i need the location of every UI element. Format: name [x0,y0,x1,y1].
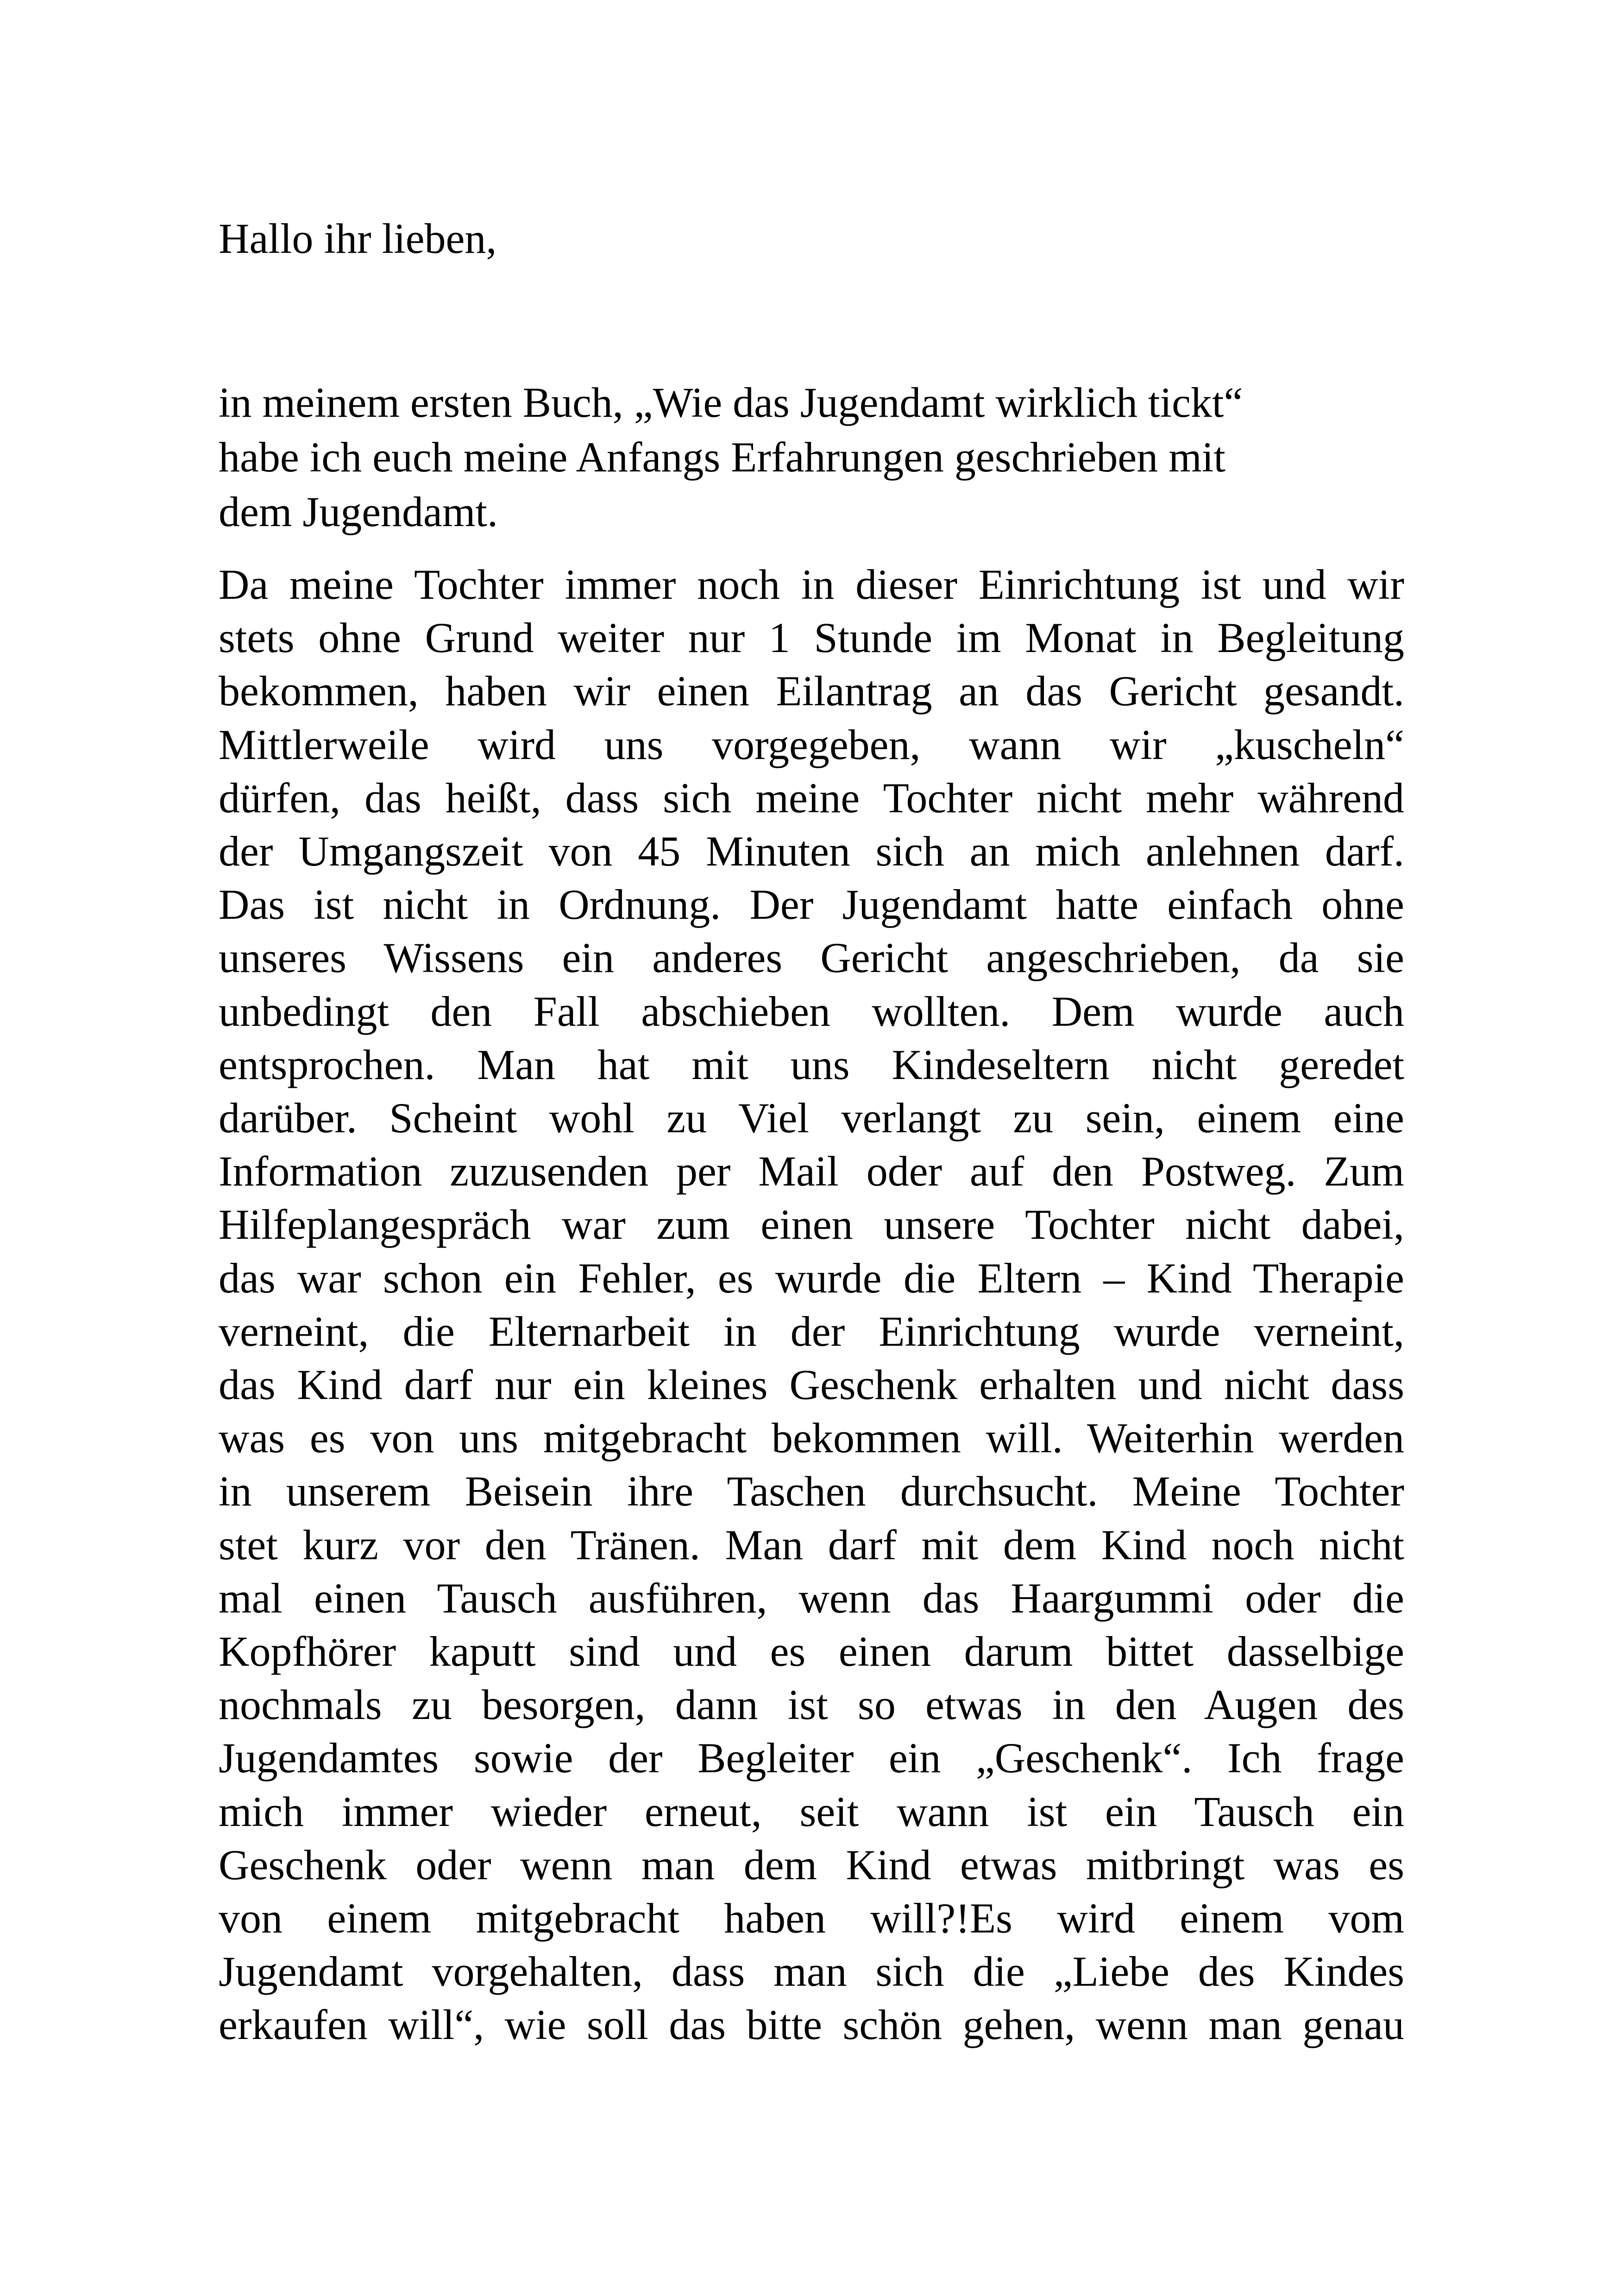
body-line: Jugendamtes sowie der Begleiter ein „Geschenk“. Ich frage [219,1734,1404,1782]
body-line: Das ist nicht in Ordnung. Der Jugendamt hatte einfach ohne [219,881,1404,928]
intro-line: in meinem ersten Buch, „Wie das Jugendamt wirklich tickt“ [219,379,1243,426]
body-line: von einem mitgebracht haben will?!Es wird einem vom [219,1895,1404,1942]
main-paragraph [219,558,1404,2052]
body-line: dürfen, das heißt, dass sich meine Tochter nicht mehr während [219,774,1404,822]
intro-line: dem Jugendamt. [219,488,498,535]
body-line: stets ohne Grund weiter nur 1 Stunde im Monat in Begleitung [219,614,1404,662]
body-line: Da meine Tochter immer noch in dieser Einrichtung ist und wir [219,561,1404,608]
body-line: unseres Wissens ein anderes Gericht angeschrieben, da sie [219,934,1404,982]
body-line: Jugendamt vorgehalten, dass man sich die „Liebe des Kindes [219,1948,1404,1995]
body-line: Geschenk oder wenn man dem Kind etwas mitbringt was es [219,1841,1404,1888]
body-line: das war schon ein Fehler, es wurde die Eltern – Kind Therapie [219,1254,1404,1302]
intro-paragraph [219,375,1404,539]
greeting-line: Hallo ihr lieben, [219,215,497,262]
body-line: das Kind darf nur ein kleines Geschenk erhalten und nicht dass [219,1361,1404,1409]
body-line: was es von uns mitgebracht bekommen will. Weiterhin werden [219,1414,1404,1462]
body-line: stet kurz vor den Tränen. Man darf mit dem Kind noch nicht [219,1521,1404,1568]
body-line: Hilfeplangespräch war zum einen unsere Tochter nicht dabei, [219,1201,1404,1248]
body-line: erkaufen will“, wie soll das bitte schön gehen, wenn man genau [219,2001,1404,2049]
intro-line: habe ich euch meine Anfangs Erfahrungen geschrieben mit [219,433,1225,481]
body-line: der Umgangszeit von 45 Minuten sich an mich anlehnen darf. [219,828,1404,875]
body-line: Information zuzusenden per Mail oder auf den Postweg. Zum [219,1148,1404,1195]
body-line: verneint, die Elternarbeit in der Einrichtung wurde verneint, [219,1307,1404,1355]
body-line: Kopfhörer kaputt sind und es einen darum bittet dasselbige [219,1628,1404,1675]
greeting-paragraph [219,212,1404,265]
body-line: nochmals zu besorgen, dann ist so etwas in den Augen des [219,1681,1404,1729]
body-line: entsprochen. Man hat mit uns Kindeseltern nicht geredet [219,1041,1404,1088]
body-line: mal einen Tausch ausführen, wenn das Haargummi oder die [219,1574,1404,1622]
body-line: Mittlerweile wird uns vorgegeben, wann wir „kuscheln“ [219,721,1404,768]
body-line: unbedingt den Fall abschieben wollten. Dem wurde auch [219,987,1404,1035]
body-line: in unserem Beisein ihre Taschen durchsucht. Meine Tochter [219,1468,1404,1515]
body-line: mich immer wieder erneut, seit wann ist ein Tausch ein [219,1788,1404,1835]
body-line: bekommen, haben wir einen Eilantrag an das Gericht gesandt. [219,667,1404,715]
body-line: darüber. Scheint wohl zu Viel verlangt zu sein, einem eine [219,1094,1404,1142]
